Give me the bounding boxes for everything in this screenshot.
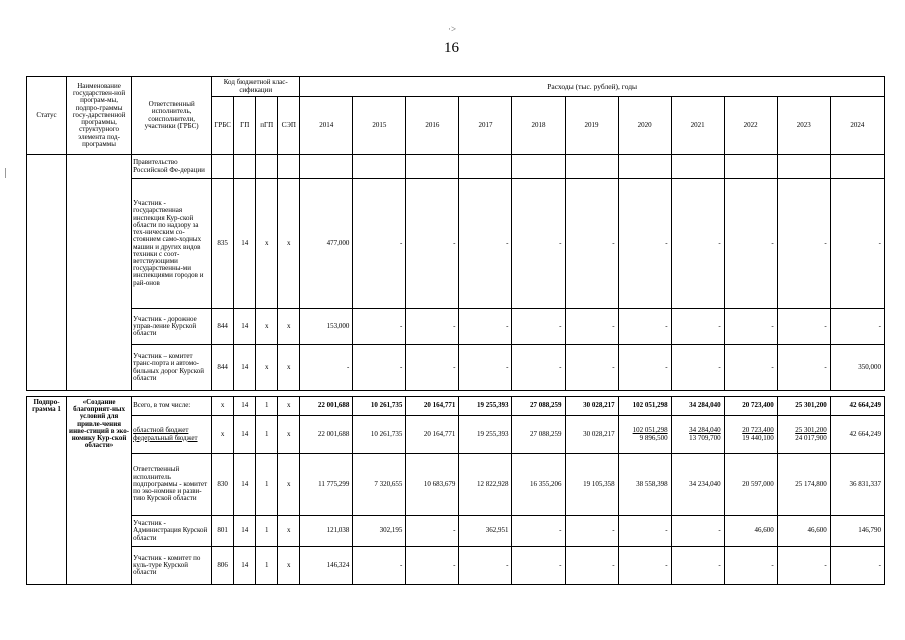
value-cell: - xyxy=(724,179,777,309)
header-code: ГРБС xyxy=(212,97,234,155)
value-cell: 34 284,040 xyxy=(671,397,724,416)
value-cell: 153,000 xyxy=(300,309,353,345)
header-code: ГП xyxy=(234,97,256,155)
executor-cell: Участник - Администрация Курской области xyxy=(132,516,212,547)
header-year: 2014 xyxy=(300,97,353,155)
value-cell: - xyxy=(618,547,671,585)
code-cell: х xyxy=(278,309,300,345)
code-cell: 801 xyxy=(212,516,234,547)
value-cell: - xyxy=(618,179,671,309)
code-cell: х xyxy=(278,179,300,309)
regional-budget-label: областной бюджет xyxy=(133,426,189,435)
code-cell: 1 xyxy=(256,416,278,454)
header-year: 2017 xyxy=(459,97,512,155)
value-cell: 302,195 xyxy=(353,516,406,547)
value-cell: 19 255,393 xyxy=(459,397,512,416)
header-expenses-group: Расходы (тыс. рублей), годы xyxy=(300,77,885,97)
code-cell: х xyxy=(256,179,278,309)
code-cell: х xyxy=(278,345,300,391)
code-cell: х xyxy=(212,397,234,416)
code-cell: 1 xyxy=(256,516,278,547)
value-cell xyxy=(777,416,830,454)
header-code: СЭП xyxy=(278,97,300,155)
header-year: 2018 xyxy=(512,97,565,155)
value-cell: - xyxy=(565,179,618,309)
code-cell: 844 xyxy=(212,345,234,391)
value-cell: - xyxy=(512,309,565,345)
value-cell: - xyxy=(459,179,512,309)
value-cell: - xyxy=(777,547,830,585)
value-cell: 20 723,400 xyxy=(724,397,777,416)
header-code-group: Код бюджетной клас-сификации xyxy=(212,77,300,97)
value-cell: - xyxy=(777,345,830,391)
code-cell: 835 xyxy=(212,179,234,309)
value-cell: - xyxy=(618,345,671,391)
value-cell: - xyxy=(724,547,777,585)
code-cell: х xyxy=(278,547,300,585)
value-cell: - xyxy=(671,547,724,585)
value-cell: 10 683,679 xyxy=(406,454,459,516)
value-cell: 11 775,299 xyxy=(300,454,353,516)
margin-mark xyxy=(5,168,6,178)
table-row xyxy=(27,309,885,345)
value-cell: 362,951 xyxy=(459,516,512,547)
code-cell: 14 xyxy=(234,345,256,391)
code-cell: 14 xyxy=(234,397,256,416)
value-cell: - xyxy=(353,309,406,345)
table-row xyxy=(27,397,885,416)
header-year: 2016 xyxy=(406,97,459,155)
expenses-table xyxy=(26,76,885,585)
executor-cell: Правительство Российской Фе-дерации xyxy=(132,155,212,179)
value-cell: - xyxy=(512,516,565,547)
value-cell: - xyxy=(565,309,618,345)
code-cell: 14 xyxy=(234,454,256,516)
value-cell: 25 301,200 xyxy=(777,397,830,416)
subprogram-name: «Создание благоприят-ных условий для привле-чения инве-стиций в эко-номику Кур-ской области» xyxy=(67,397,132,585)
value-cell: 34 234,040 xyxy=(671,454,724,516)
value-cell: 46,600 xyxy=(777,516,830,547)
header-executor: Ответственный исполнитель, соисполнители, участники (ГРБС) xyxy=(132,77,212,155)
header-year: 2021 xyxy=(671,97,724,155)
value-cell: 121,038 xyxy=(300,516,353,547)
value-cell: - xyxy=(671,345,724,391)
header-year: 2015 xyxy=(353,97,406,155)
value-cell: - xyxy=(406,179,459,309)
value-cell: - xyxy=(724,309,777,345)
header-name: Наименование государствен-ной програм-мы, подпро-граммы госу-дарственной программы, структурного элемента под-программы xyxy=(67,77,132,155)
header-year: 2024 xyxy=(830,97,884,155)
value-cell: - xyxy=(353,345,406,391)
value-cell: 22 001,688 xyxy=(300,416,353,454)
table-row xyxy=(27,416,885,454)
value-cell: - xyxy=(406,309,459,345)
table-row xyxy=(27,155,885,179)
header-year: 2020 xyxy=(618,97,671,155)
executor-cell xyxy=(132,416,212,454)
code-cell: 830 xyxy=(212,454,234,516)
value-cell: - xyxy=(671,179,724,309)
code-cell: х xyxy=(278,516,300,547)
value-cell: - xyxy=(459,345,512,391)
value-cell: 19 255,393 xyxy=(459,416,512,454)
value-cell: - xyxy=(830,179,884,309)
page-number: 16 xyxy=(444,40,459,56)
value-cell: 22 001,688 xyxy=(300,397,353,416)
value-cell: - xyxy=(565,516,618,547)
executor-cell: Всего, в том числе: xyxy=(132,397,212,416)
value-cell: - xyxy=(777,179,830,309)
value-cell: - xyxy=(671,516,724,547)
federal-value: 9 896,500 xyxy=(639,433,668,442)
code-cell: х xyxy=(212,416,234,454)
value-cell: - xyxy=(724,345,777,391)
executor-cell: Участник - дорожное управ-ление Курской области xyxy=(132,309,212,345)
code-cell: 1 xyxy=(256,454,278,516)
table-row xyxy=(27,516,885,547)
code-cell: 844 xyxy=(212,309,234,345)
code-cell: х xyxy=(256,309,278,345)
table-row xyxy=(27,454,885,516)
header-year: 2023 xyxy=(777,97,830,155)
table-row xyxy=(27,179,885,309)
value-cell xyxy=(724,416,777,454)
header-status: Статус xyxy=(27,77,67,155)
regional-value: 25 301,200 xyxy=(795,426,827,435)
value-cell: 102 051,298 xyxy=(618,397,671,416)
code-cell: 1 xyxy=(256,397,278,416)
value-cell: - xyxy=(777,309,830,345)
federal-value: 13 709,700 xyxy=(689,433,721,442)
code-cell: 14 xyxy=(234,547,256,585)
value-cell: - xyxy=(565,345,618,391)
executor-cell: Участник - государственная инспекция Кур-ской области по надзору за тех-ническим со-стоянием само-ходных машин и других видов техники с соот-ветствующими государственны-ми инспекциями городов и рай-онов xyxy=(132,179,212,309)
federal-value: 24 017,900 xyxy=(795,433,827,442)
value-cell: 12 822,928 xyxy=(459,454,512,516)
code-cell: 14 xyxy=(234,309,256,345)
value-cell: 7 320,655 xyxy=(353,454,406,516)
value-cell: - xyxy=(618,309,671,345)
value-cell: - xyxy=(353,179,406,309)
table-row xyxy=(27,345,885,391)
value-cell: 477,000 xyxy=(300,179,353,309)
value-cell: - xyxy=(830,547,884,585)
value-cell: - xyxy=(406,547,459,585)
regional-value: 34 284,040 xyxy=(689,426,721,435)
value-cell: - xyxy=(459,547,512,585)
value-cell: - xyxy=(671,309,724,345)
value-cell: 350,000 xyxy=(830,345,884,391)
value-cell: - xyxy=(406,345,459,391)
value-cell: 42 664,249 xyxy=(830,397,884,416)
value-cell xyxy=(671,416,724,454)
code-cell: х xyxy=(278,397,300,416)
value-cell: - xyxy=(512,179,565,309)
code-cell: 14 xyxy=(234,179,256,309)
header-year: 2022 xyxy=(724,97,777,155)
table-row xyxy=(27,547,885,585)
code-cell: х xyxy=(256,345,278,391)
value-cell: - xyxy=(459,309,512,345)
value-cell: 16 355,206 xyxy=(512,454,565,516)
value-cell: - xyxy=(300,345,353,391)
code-cell: 806 xyxy=(212,547,234,585)
executor-cell: Участник – комитет транс-порта и автомо-бильных дорог Курской области xyxy=(132,345,212,391)
value-cell: 146,790 xyxy=(830,516,884,547)
value-cell: 27 088,259 xyxy=(512,397,565,416)
value-cell: - xyxy=(512,345,565,391)
value-cell: - xyxy=(565,547,618,585)
code-cell: х xyxy=(278,454,300,516)
header-code: пГП xyxy=(256,97,278,155)
regional-value: 20 723,400 xyxy=(742,426,774,435)
code-cell: х xyxy=(278,416,300,454)
value-cell: - xyxy=(830,309,884,345)
value-cell: 20 164,771 xyxy=(406,416,459,454)
value-cell: 46,600 xyxy=(724,516,777,547)
code-cell: 14 xyxy=(234,516,256,547)
value-cell: 38 558,398 xyxy=(618,454,671,516)
value-cell: 20 597,000 xyxy=(724,454,777,516)
value-cell: - xyxy=(406,516,459,547)
value-cell: - xyxy=(512,547,565,585)
value-cell: 42 664,249 xyxy=(830,416,884,454)
value-cell xyxy=(618,416,671,454)
status-cell: Подпро-грамма 1 xyxy=(27,397,67,585)
federal-budget-label: федеральный бюджет xyxy=(133,433,198,442)
federal-value: 19 440,100 xyxy=(742,433,774,442)
regional-value: 102 051,298 xyxy=(632,426,668,435)
value-cell: 10 261,735 xyxy=(353,397,406,416)
page-mark: ·> xyxy=(448,24,457,34)
executor-cell: Участник - комитет по куль-туре Курской области xyxy=(132,547,212,585)
value-cell: - xyxy=(618,516,671,547)
value-cell: 36 831,337 xyxy=(830,454,884,516)
code-cell: 1 xyxy=(256,547,278,585)
value-cell: 10 261,735 xyxy=(353,416,406,454)
value-cell: 19 105,358 xyxy=(565,454,618,516)
value-cell: 30 028,217 xyxy=(565,416,618,454)
value-cell: 146,324 xyxy=(300,547,353,585)
value-cell: 30 028,217 xyxy=(565,397,618,416)
header-year: 2019 xyxy=(565,97,618,155)
code-cell: 14 xyxy=(234,416,256,454)
value-cell: 25 174,800 xyxy=(777,454,830,516)
value-cell: 20 164,771 xyxy=(406,397,459,416)
value-cell: 27 088,259 xyxy=(512,416,565,454)
executor-cell: Ответственный исполнитель подпрограммы - комитет по эко-номике и разви-тию Курской области xyxy=(132,454,212,516)
value-cell: - xyxy=(353,547,406,585)
